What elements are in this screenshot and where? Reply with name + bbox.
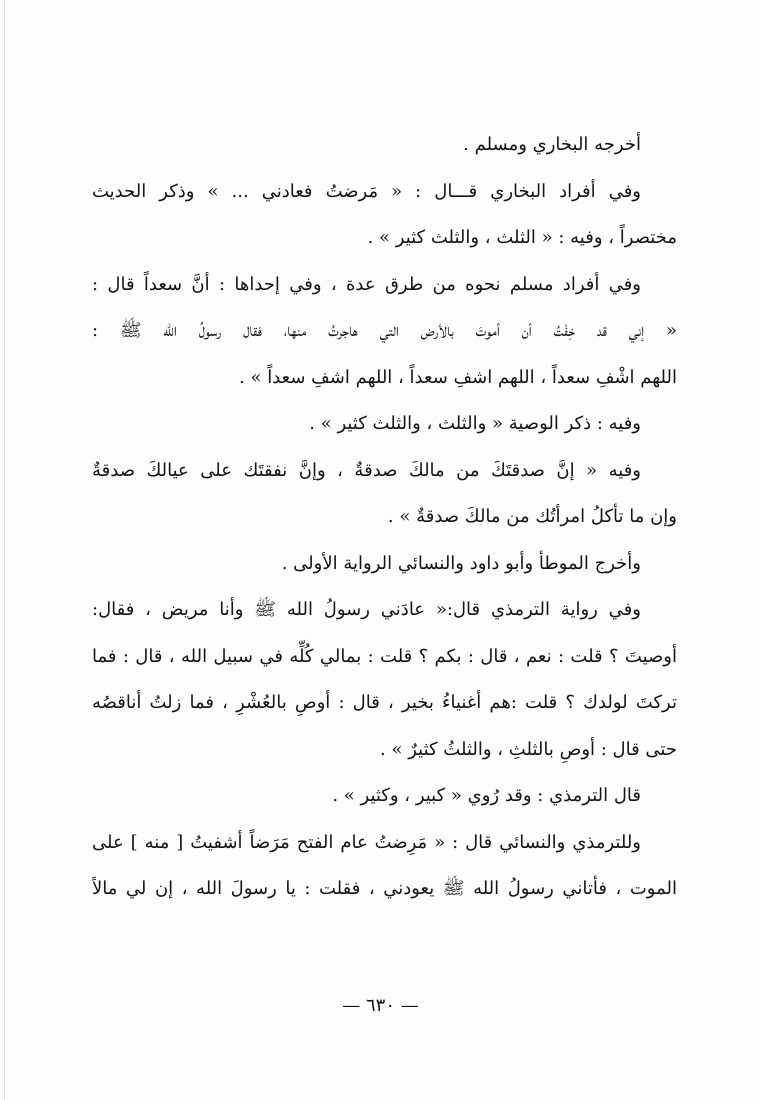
text-line: الموت ، فأتاني رسولُ الله ﷺ يعودني ، فقلت : يا رسولَ الله ، إن لي مالاً — [92, 878, 677, 899]
text-line: وإن ما تأكلُ امرأتُك من مالكَ صدقةٌ » . — [387, 506, 677, 527]
text-line: حتى قال : أوصِ بالثلثِ ، والثلثُ كثيرٌ » . — [380, 738, 677, 760]
text-line: وفي أفراد البخاري قـــال : « مَرضتُ فعادني ... » وذكر الحديث — [92, 180, 641, 202]
text-line: مختصراً ، وفيه : « الثلث ، والثلث كثير » . — [367, 227, 677, 248]
page-edge-line — [4, 0, 5, 1100]
page-number: — ٦٣٠ — — [342, 995, 419, 1016]
text-line: وفي رواية الترمذي قال:« عادَني رسولُ الله ﷺ وأنا مريض ، فقال: — [92, 599, 641, 620]
text-line: وفيه « إنَّ صدقتَكَ من مالكَ صدقةٌ ، وإنَّ نفقتَك على عيالكَ صدقةٌ — [92, 459, 641, 481]
text-line: أوصيتَ ؟ قلت : نعم ، قال : بكم ؟ قلت : بمالي كُلِّه في سبيل الله ، قال : فما — [92, 645, 677, 667]
text-line: اللهم اشْفِ سعداً ، اللهم اشفِ سعداً ، اللهم اشفِ سعداً » . — [239, 366, 677, 388]
text-line: وللترمذي والنسائي قال : « مَرِضتُ عام الفتح مَرَضاً أشفيتُ [ منه ] على — [92, 831, 641, 853]
text-line: أخرجه البخاري ومسلم . — [463, 134, 641, 155]
text-line: قال الترمذي : وقد رُوي « كبير ، وكثير » . — [332, 785, 641, 806]
text-line: وأخرج الموطأ وأبو داود والنسائي الرواية الأولى . — [281, 552, 641, 574]
body-text — [92, 122, 677, 913]
text-line: تركتَ لولدك ؟ قلت :هم أغنياءُ بخير ، قال : أوصِ بالعُشْرِ ، فما زلتُ أناقصُه — [92, 692, 677, 713]
text-line: وفيه : ذكر الوصية « والثلث ، والثلث كثير » . — [309, 413, 641, 434]
text-line: وفي أفراد مسلم نحوه من طرق عدة ، وفي إحداها : أنَّ سعداً قال : — [92, 273, 641, 295]
text-line: « إني قد خِفْتُ أن أموتَ بالأرض التي هاجرتُ منها، فقال رسولُ الله ﷺ : — [92, 320, 677, 341]
